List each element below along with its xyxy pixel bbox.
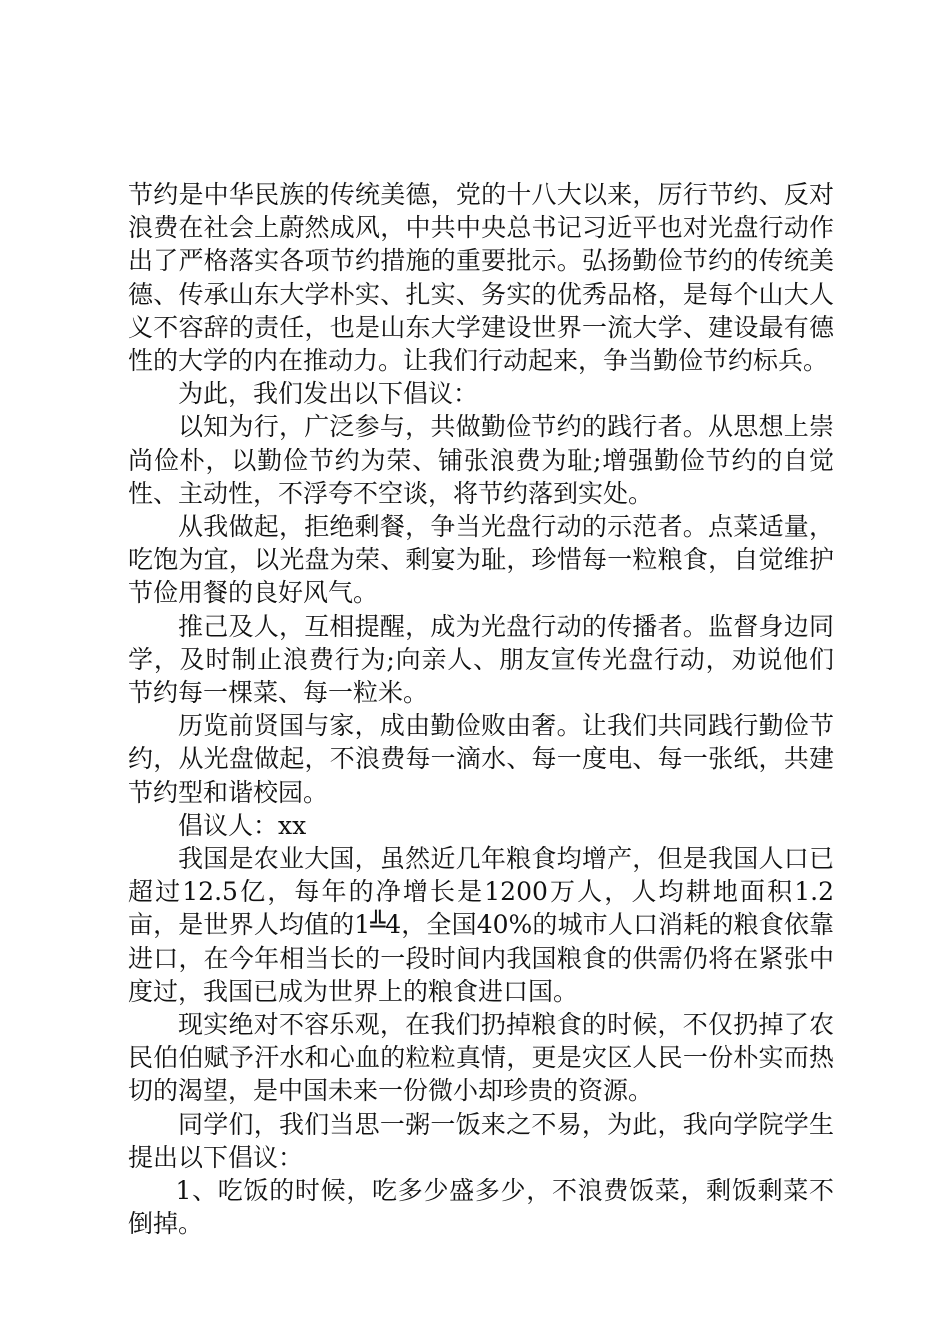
paragraph-proposal-example: 从我做起，拒绝剩餐，争当光盘行动的示范者。点菜适量，吃饱为宜，以光盘为荣、剩宴为耻，珍惜每一粒粮食，自觉维护节俭用餐的良好风气。 bbox=[128, 512, 834, 608]
paragraph-reality: 现实绝对不容乐观，在我们扔掉粮食的时候，不仅扔掉了农民伯伯赋予汗水和心血的粒粒真情，更是灾区人民一份朴实而热切的渴望，是中国未来一份微小却珍贵的资源。 bbox=[128, 1010, 834, 1106]
paragraph-proposal-practice: 以知为行，广泛参与，共做勤俭节约的践行者。从思想上崇尚俭朴，以勤俭节约为荣、铺张浪费为耻;增强勤俭节约的自觉性、主动性，不浮夸不空谈，将节约落到实处。 bbox=[128, 412, 834, 508]
paragraph-proposal-spread: 推己及人，互相提醒，成为光盘行动的传播者。监督身边同学，及时制止浪费行为;向亲人、朋友宣传光盘行动，劝说他们节约每一棵菜、每一粒米。 bbox=[128, 611, 834, 708]
paragraph-grain-facts: 我国是农业大国，虽然近几年粮食均增产，但是我国人口已超过12.5亿，每年的净增长是1200万人，人均耕地面积1.2亩，是世界人均值的1╩4，全国40%的城市人口消耗的粮食依靠进口，在今年相当长的一段时间内我国粮食的供需仍将在紧张中度过，我国已成为世界上的粮食进口国。 bbox=[128, 844, 834, 1006]
document-body bbox=[128, 178, 834, 1241]
paragraph-signature: 倡议人：xx bbox=[178, 810, 307, 840]
paragraph-proposal-lead: 为此，我们发出以下倡议： bbox=[178, 379, 479, 409]
list-item-1: 1、吃饭的时候，吃多少盛多少，不浪费饭菜，剩饭剩菜不倒掉。 bbox=[128, 1176, 834, 1239]
paragraph-students: 同学们，我们当思一粥一饭来之不易，为此，我向学院学生提出以下倡议： bbox=[128, 1109, 834, 1172]
paragraph-intro: 节约是中华民族的传统美德，党的十八大以来，厉行节约、反对浪费在社会上蔚然成风，中共中央总书记习近平也对光盘行动作出了严格落实各项节约措施的重要批示。弘扬勤俭节约的传统美德、传承山东大学朴实、扎实、务实的优秀品格，是每个山大人义不容辞的责任，也是山东大学建设世界一流大学、建设最有德性的大学的内在推动力。让我们行动起来，争当勤俭节约标兵。 bbox=[128, 180, 834, 376]
paragraph-closing: 历览前贤国与家，成由勤俭败由奢。让我们共同践行勤俭节约，从光盘做起，不浪费每一滴水、每一度电、每一张纸，共建节约型和谐校园。 bbox=[128, 711, 834, 807]
